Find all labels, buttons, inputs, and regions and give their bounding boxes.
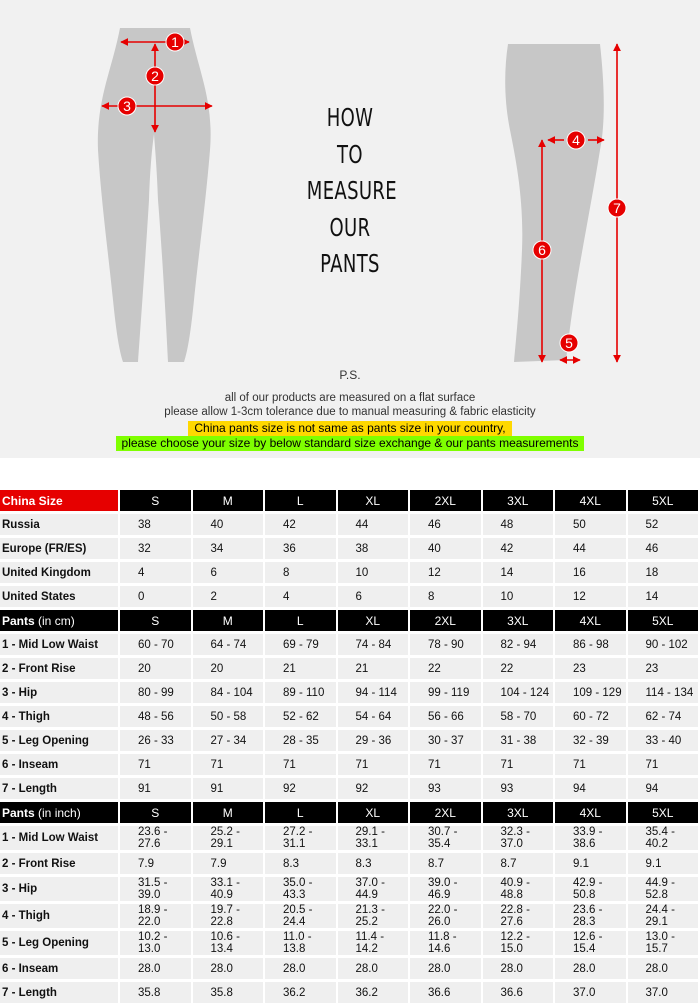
heading-line: MEASURE	[306, 176, 398, 205]
table-row	[0, 825, 699, 852]
table-cell: 52	[627, 513, 700, 537]
marker-6	[533, 241, 551, 259]
size-header-cell: L	[264, 490, 337, 513]
how-to-measure-heading	[306, 100, 398, 283]
table-cell: 42.9 - 50.8	[554, 876, 627, 903]
header-title: Pants	[2, 805, 35, 820]
table-cell: 71	[119, 753, 192, 777]
table-cell: 7.9	[119, 852, 192, 876]
table-cell: 28.0	[554, 957, 627, 981]
table-cell: 22	[409, 657, 482, 681]
table-cell: 18	[627, 561, 700, 585]
heading-line: TO	[337, 139, 363, 169]
table-cell: 82 - 94	[482, 633, 555, 657]
table-row	[0, 513, 699, 537]
marker-1	[166, 33, 184, 51]
table-cell: 94	[627, 777, 700, 801]
row-label: 1 - Mid Low Waist	[0, 633, 119, 657]
table-cell: 6	[192, 561, 265, 585]
size-header-cell: 2XL	[409, 490, 482, 513]
table-cell: 23	[627, 657, 700, 681]
table-cell: 36.6	[482, 981, 555, 1005]
table-cell: 38	[337, 537, 410, 561]
table-cell: 11.0 - 13.8	[264, 930, 337, 957]
heading-line: OUR	[329, 212, 371, 242]
table-cell: 10.2 - 13.0	[119, 930, 192, 957]
table-cell: 8	[409, 585, 482, 609]
table-cell: 11.8 - 14.6	[409, 930, 482, 957]
table-row	[0, 777, 699, 801]
table-cell: 64 - 74	[192, 633, 265, 657]
table-row	[0, 585, 699, 609]
table-cell: 71	[192, 753, 265, 777]
size-chart-table	[0, 490, 700, 1006]
table-cell: 27 - 34	[192, 729, 265, 753]
marker-7	[608, 199, 626, 217]
table-cell: 99 - 119	[409, 681, 482, 705]
table-cell: 35.4 - 40.2	[627, 825, 700, 852]
table-cell: 4	[264, 585, 337, 609]
table-cell: 71	[554, 753, 627, 777]
table-row	[0, 705, 699, 729]
cm_table-header-label	[0, 609, 119, 633]
table-cell: 36.6	[409, 981, 482, 1005]
table-row	[0, 561, 699, 585]
table-cell: 18.9 - 22.0	[119, 903, 192, 930]
table-cell: 28.0	[337, 957, 410, 981]
table-cell: 23	[554, 657, 627, 681]
marker-5	[560, 334, 578, 352]
table-cell: 9.1	[627, 852, 700, 876]
table-cell: 30.7 - 35.4	[409, 825, 482, 852]
table-row	[0, 657, 699, 681]
ps-label: P.S.	[339, 368, 361, 382]
table-cell: 31.5 - 39.0	[119, 876, 192, 903]
svg-text:7: 7	[613, 200, 621, 216]
svg-text:4: 4	[572, 132, 580, 148]
table-cell: 11.4 - 14.2	[337, 930, 410, 957]
size-header-cell: 3XL	[482, 609, 555, 633]
size-header-cell: 5XL	[627, 609, 700, 633]
row-label: 3 - Hip	[0, 681, 119, 705]
table-cell: 20.5 - 24.4	[264, 903, 337, 930]
table-cell: 9.1	[554, 852, 627, 876]
table-cell: 12	[409, 561, 482, 585]
table-cell: 94 - 114	[337, 681, 410, 705]
svg-text:1: 1	[171, 34, 179, 50]
inch_table-header-label	[0, 801, 119, 825]
table-cell: 22.8 - 27.6	[482, 903, 555, 930]
table-cell: 31 - 38	[482, 729, 555, 753]
table-cell: 33.9 - 38.6	[554, 825, 627, 852]
table-cell: 92	[264, 777, 337, 801]
table-cell: 21.3 - 25.2	[337, 903, 410, 930]
table-cell: 13.0 - 15.7	[627, 930, 700, 957]
size-header-cell: M	[192, 609, 265, 633]
table-cell: 12.2 - 15.0	[482, 930, 555, 957]
size-header-cell: 4XL	[554, 490, 627, 513]
table-cell: 8.3	[337, 852, 410, 876]
table-row	[0, 930, 699, 957]
table-cell: 29 - 36	[337, 729, 410, 753]
table-cell: 71	[337, 753, 410, 777]
row-label: 7 - Length	[0, 777, 119, 801]
table-cell: 4	[119, 561, 192, 585]
row-label: Russia	[0, 513, 119, 537]
header-title: China Size	[2, 493, 63, 508]
table-cell: 114 - 134	[627, 681, 700, 705]
table-cell: 30 - 37	[409, 729, 482, 753]
table-cell: 71	[409, 753, 482, 777]
table-cell: 93	[409, 777, 482, 801]
table-cell: 93	[482, 777, 555, 801]
table-row	[0, 981, 699, 1005]
note-flat-surface: all of our products are measured on a flat surface	[224, 392, 476, 404]
table-cell: 22.0 - 26.0	[409, 903, 482, 930]
row-label: United States	[0, 585, 119, 609]
table-cell: 69 - 79	[264, 633, 337, 657]
table-cell: 94	[554, 777, 627, 801]
table-row	[0, 681, 699, 705]
table-cell: 35.8	[119, 981, 192, 1005]
table-cell: 78 - 90	[409, 633, 482, 657]
heading-line: PANTS	[320, 249, 380, 278]
table-cell: 42	[264, 513, 337, 537]
table-cell: 92	[337, 777, 410, 801]
table-cell: 71	[627, 753, 700, 777]
table-cell: 44	[554, 537, 627, 561]
header-title: Pants	[2, 613, 35, 628]
table-cell: 21	[337, 657, 410, 681]
table-cell: 48	[482, 513, 555, 537]
table-cell: 8.7	[409, 852, 482, 876]
row-label: 2 - Front Rise	[0, 657, 119, 681]
table-cell: 7.9	[192, 852, 265, 876]
measurement-notes	[0, 368, 700, 451]
table-cell: 37.0	[554, 981, 627, 1005]
table-cell: 24.4 - 29.1	[627, 903, 700, 930]
table-cell: 44	[337, 513, 410, 537]
table-row	[0, 852, 699, 876]
table-row	[0, 729, 699, 753]
row-label: 5 - Leg Opening	[0, 729, 119, 753]
table-cell: 37.0 - 44.9	[337, 876, 410, 903]
table-cell: 8	[264, 561, 337, 585]
table-cell: 22	[482, 657, 555, 681]
table-cell: 28.0	[482, 957, 555, 981]
size-header-cell: S	[119, 609, 192, 633]
row-label: 6 - Inseam	[0, 957, 119, 981]
table-cell: 28.0	[264, 957, 337, 981]
table-row	[0, 957, 699, 981]
table-cell: 28 - 35	[264, 729, 337, 753]
table-cell: 12.6 - 15.4	[554, 930, 627, 957]
table-cell: 8.7	[482, 852, 555, 876]
size-header-cell: S	[119, 490, 192, 513]
table-cell: 50 - 58	[192, 705, 265, 729]
table-cell: 35.8	[192, 981, 265, 1005]
table-cell: 6	[337, 585, 410, 609]
svg-text:5: 5	[565, 335, 573, 351]
marker-3	[118, 97, 136, 115]
side-pants-silhouette	[505, 44, 604, 362]
heading-line: HOW	[326, 103, 374, 132]
row-label: Europe (FR/ES)	[0, 537, 119, 561]
row-label: United Kingdom	[0, 561, 119, 585]
table-cell: 25.2 - 29.1	[192, 825, 265, 852]
highlight-size-advice: please choose your size by below standard size exchange & our pants measurements	[116, 436, 585, 451]
table-cell: 46	[627, 537, 700, 561]
table-cell: 50	[554, 513, 627, 537]
table-cell: 20	[192, 657, 265, 681]
size-header-cell: S	[119, 801, 192, 825]
table-cell: 26 - 33	[119, 729, 192, 753]
marker-4	[567, 131, 585, 149]
table-cell: 38	[119, 513, 192, 537]
size-header-cell: XL	[337, 490, 410, 513]
table-cell: 48 - 56	[119, 705, 192, 729]
table-row	[0, 633, 699, 657]
row-label: 5 - Leg Opening	[0, 930, 119, 957]
table-cell: 71	[482, 753, 555, 777]
table-cell: 52 - 62	[264, 705, 337, 729]
table-cell: 37.0	[627, 981, 700, 1005]
size-header-cell: 5XL	[627, 490, 700, 513]
table-cell: 36	[264, 537, 337, 561]
table-cell: 28.0	[119, 957, 192, 981]
table-cell: 32.3 - 37.0	[482, 825, 555, 852]
table-cell: 71	[264, 753, 337, 777]
table-cell: 39.0 - 46.9	[409, 876, 482, 903]
table-cell: 89 - 110	[264, 681, 337, 705]
size-header-cell: L	[264, 609, 337, 633]
table-cell: 32	[119, 537, 192, 561]
size-header-cell: M	[192, 490, 265, 513]
table-cell: 109 - 129	[554, 681, 627, 705]
row-label: 4 - Thigh	[0, 903, 119, 930]
size-header-cell: 5XL	[627, 801, 700, 825]
table-row	[0, 876, 699, 903]
table-cell: 28.0	[409, 957, 482, 981]
highlight-size-warning: China pants size is not same as pants size in your country,	[188, 421, 511, 436]
size-header-cell: 2XL	[409, 801, 482, 825]
table-cell: 60 - 72	[554, 705, 627, 729]
size-header-cell: XL	[337, 801, 410, 825]
table-cell: 34	[192, 537, 265, 561]
size-header-cell: 4XL	[554, 609, 627, 633]
row-label: 1 - Mid Low Waist	[0, 825, 119, 852]
table-cell: 62 - 74	[627, 705, 700, 729]
table-cell: 8.3	[264, 852, 337, 876]
table-cell: 80 - 99	[119, 681, 192, 705]
svg-text:2: 2	[151, 68, 159, 84]
table-cell: 29.1 - 33.1	[337, 825, 410, 852]
table-cell: 0	[119, 585, 192, 609]
table-cell: 35.0 - 43.3	[264, 876, 337, 903]
table-row	[0, 753, 699, 777]
table-cell: 12	[554, 585, 627, 609]
table-cell: 40.9 - 48.8	[482, 876, 555, 903]
row-label: 4 - Thigh	[0, 705, 119, 729]
table-cell: 56 - 66	[409, 705, 482, 729]
table-cell: 20	[119, 657, 192, 681]
table-cell: 36.2	[337, 981, 410, 1005]
table-cell: 16	[554, 561, 627, 585]
table-cell: 60 - 70	[119, 633, 192, 657]
table-cell: 91	[192, 777, 265, 801]
size_table-header-label	[0, 490, 119, 513]
table-cell: 33.1 - 40.9	[192, 876, 265, 903]
table-cell: 54 - 64	[337, 705, 410, 729]
table-cell: 36.2	[264, 981, 337, 1005]
table-cell: 40	[409, 537, 482, 561]
size_table-header-row	[0, 490, 699, 513]
table-cell: 19.7 - 22.8	[192, 903, 265, 930]
table-cell: 28.0	[627, 957, 700, 981]
table-row	[0, 537, 699, 561]
row-label: 6 - Inseam	[0, 753, 119, 777]
table-cell: 10	[482, 585, 555, 609]
svg-text:3: 3	[123, 98, 131, 114]
table-cell: 2	[192, 585, 265, 609]
size-header-cell: XL	[337, 609, 410, 633]
header-unit: (in cm)	[34, 613, 75, 628]
table-cell: 10.6 - 13.4	[192, 930, 265, 957]
header-unit: (in inch)	[34, 805, 81, 820]
table-cell: 86 - 98	[554, 633, 627, 657]
size-header-cell: M	[192, 801, 265, 825]
size-header-cell: 3XL	[482, 490, 555, 513]
cm_table-header-row	[0, 609, 699, 633]
table-cell: 14	[627, 585, 700, 609]
table-cell: 32 - 39	[554, 729, 627, 753]
table-cell: 90 - 102	[627, 633, 700, 657]
size-header-cell: 3XL	[482, 801, 555, 825]
table-cell: 23.6 - 27.6	[119, 825, 192, 852]
table-cell: 21	[264, 657, 337, 681]
table-cell: 23.6 - 28.3	[554, 903, 627, 930]
size-header-cell: L	[264, 801, 337, 825]
table-cell: 84 - 104	[192, 681, 265, 705]
size-header-cell: 4XL	[554, 801, 627, 825]
table-cell: 74 - 84	[337, 633, 410, 657]
table-cell: 42	[482, 537, 555, 561]
size-header-cell: 2XL	[409, 609, 482, 633]
table-row	[0, 903, 699, 930]
table-cell: 44.9 - 52.8	[627, 876, 700, 903]
table-cell: 40	[192, 513, 265, 537]
table-cell: 14	[482, 561, 555, 585]
table-cell: 91	[119, 777, 192, 801]
table-cell: 28.0	[192, 957, 265, 981]
table-cell: 46	[409, 513, 482, 537]
row-label: 7 - Length	[0, 981, 119, 1005]
table-cell: 33 - 40	[627, 729, 700, 753]
table-cell: 58 - 70	[482, 705, 555, 729]
table-cell: 104 - 124	[482, 681, 555, 705]
note-tolerance: please allow 1-3cm tolerance due to manual measuring & fabric elasticity	[164, 406, 536, 418]
inch_table-header-row	[0, 801, 699, 825]
row-label: 2 - Front Rise	[0, 852, 119, 876]
marker-2	[146, 67, 164, 85]
row-label: 3 - Hip	[0, 876, 119, 903]
svg-text:6: 6	[538, 242, 546, 258]
table-cell: 27.2 - 31.1	[264, 825, 337, 852]
table-cell: 10	[337, 561, 410, 585]
